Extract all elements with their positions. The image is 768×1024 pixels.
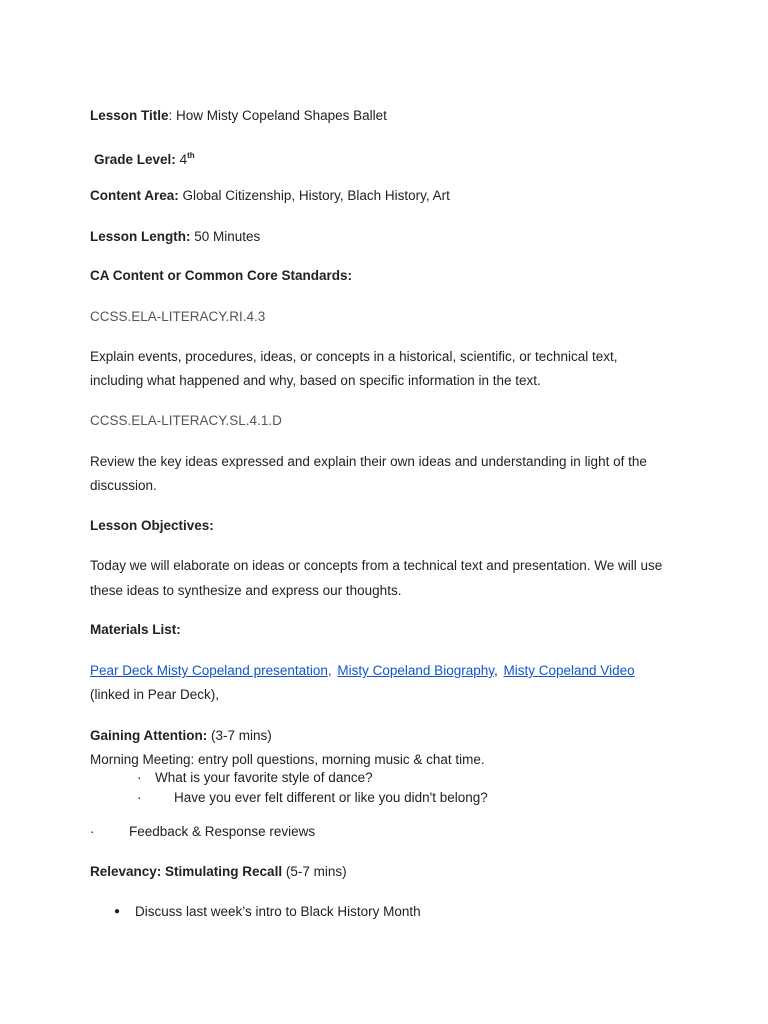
standard-text-2-line-1: Review the key ideas expressed and explain their own ideas and understanding in light of the: [90, 454, 647, 469]
grade-level-line: [94, 147, 195, 169]
standards-heading: CA Content or Common Core Standards:: [90, 268, 353, 283]
lesson-length-value: 50 Minutes: [194, 229, 261, 244]
lesson-title-separator: :: [168, 108, 177, 123]
question-2-dot: ·: [137, 790, 142, 805]
feedback-item: Feedback & Response reviews: [129, 824, 316, 839]
lesson-title-value: How Misty Copeland Shapes Ballet: [176, 108, 387, 123]
question-1: What is your favorite style of dance?: [155, 770, 373, 785]
standard-text-1-line-1: Explain events, procedures, ideas, or concepts in a historical, scientific, or technical text,: [90, 349, 618, 364]
standard-code-1: CCSS.ELA-LITERACY.RI.4.3: [90, 309, 266, 324]
materials-heading: Materials List:: [90, 622, 181, 637]
misty-copeland-biography-link[interactable]: Misty Copeland Biography: [337, 663, 494, 678]
grade-level-value: 4: [179, 152, 188, 167]
grade-level-label: Grade Level:: [94, 152, 176, 167]
standard-code-2: CCSS.ELA-LITERACY.SL.4.1.D: [90, 413, 282, 428]
objectives-line-1: Today we will elaborate on ideas or concepts from a technical text and presentation. We will use: [90, 558, 663, 573]
objectives-heading: Lesson Objectives:: [90, 518, 214, 533]
lesson-title-label: Lesson Title: [90, 108, 169, 123]
objectives-line-2: these ideas to synthesize and express our thoughts.: [90, 583, 402, 598]
content-area-label: Content Area:: [90, 188, 179, 203]
materials-links-line: [90, 662, 635, 680]
relevancy-item-1: Discuss last week’s intro to Black History Month: [135, 904, 421, 919]
relevancy-heading: Relevancy: Stimulating Recall: [90, 864, 283, 879]
question-1-dot: ·: [137, 770, 142, 785]
content-area-line: [90, 187, 450, 205]
question-2: Have you ever felt different or like you didn't belong?: [174, 790, 488, 805]
lesson-length-label: Lesson Length:: [90, 229, 191, 244]
misty-copeland-video-link[interactable]: Misty Copeland Video: [503, 663, 635, 678]
gaining-attention-heading: Gaining Attention:: [90, 728, 208, 743]
gaining-attention-time: (3-7 mins): [207, 728, 272, 743]
bullet-disc-icon: ●: [114, 906, 121, 917]
materials-note: (linked in Pear Deck),: [90, 687, 220, 702]
relevancy-time: (5-7 mins): [282, 864, 347, 879]
standard-text-1-line-2: including what happened and why, based on specific information in the text.: [90, 373, 541, 388]
pear-deck-presentation-link[interactable]: Pear Deck Misty Copeland presentation,: [90, 663, 332, 678]
lesson-length-line: [90, 228, 260, 246]
gaining-attention-line: [90, 727, 272, 745]
materials-comma: ,: [493, 663, 498, 678]
standard-text-2-line-2: discussion.: [90, 478, 157, 493]
feedback-dot: ·: [90, 824, 95, 839]
content-area-value: Global Citizenship, History, Blach History, Art: [182, 188, 450, 203]
morning-meeting-line: Morning Meeting: entry poll questions, morning music & chat time.: [90, 752, 485, 767]
relevancy-line: [90, 863, 347, 881]
lesson-title-line: [90, 107, 387, 125]
grade-level-suffix: th: [187, 151, 195, 160]
